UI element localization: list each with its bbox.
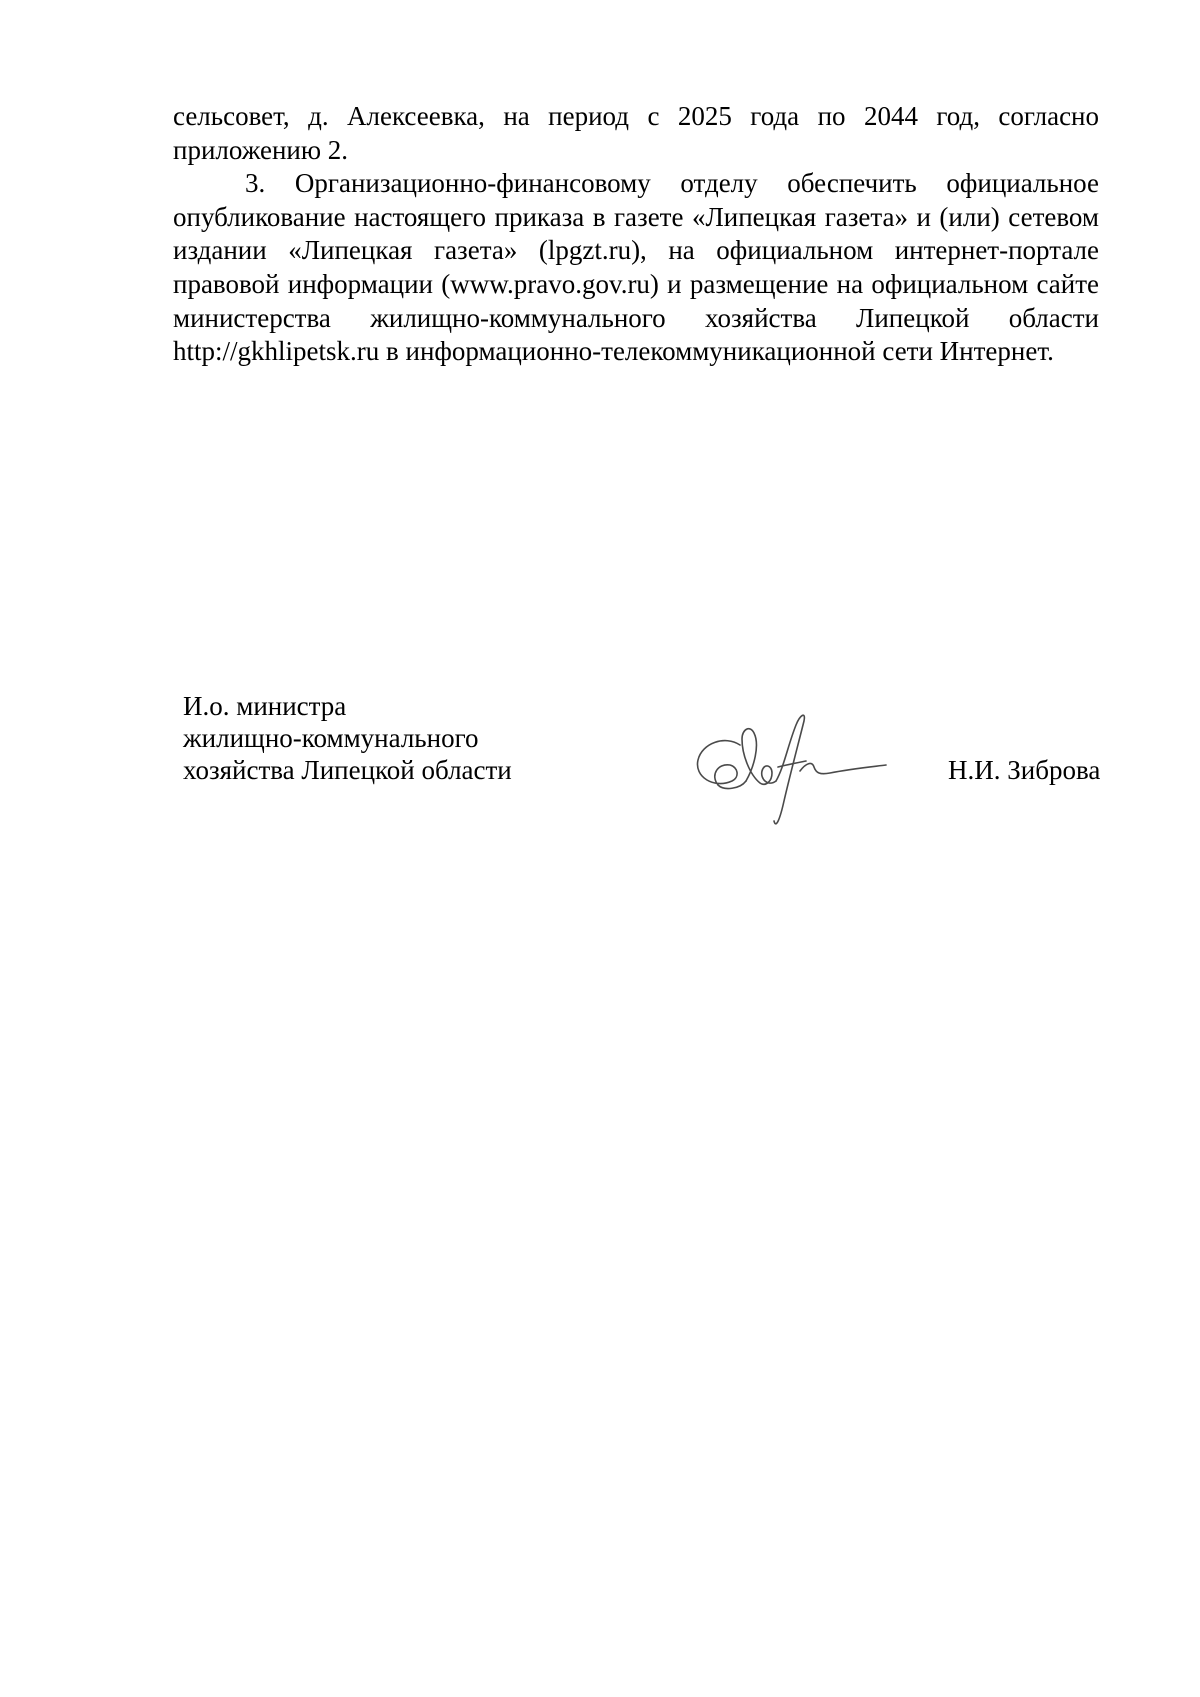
handwritten-signature	[680, 705, 890, 835]
signer-name: Н.И. Зиброва	[948, 755, 1101, 785]
signatory-position	[183, 690, 512, 786]
position-line: И.о. министра	[183, 691, 347, 721]
position-line: жилищно-коммунального	[183, 723, 479, 753]
paragraph-continuation: сельсовет, д. Алексеевка, на период с 2025 года по 2044 год, согласно приложению 2.	[173, 101, 1099, 165]
document-body	[173, 100, 1099, 369]
paragraph-item-3: 3. Организационно-финансовому отделу обеспечить официальное опубликование настоящего приказа в газете «Липецкая газета» и (или) сетевом издании «Липецкая газета» (lpgzt.ru), на официальном интернет-портале правовой информации (www.pravo.gov.ru) и размещение на официальном сайте министерства жилищно-коммунального хозяйства Липецкой области http://gkhlipetsk.ru в информационно-телекоммуникационной сети Интернет.	[173, 168, 1099, 367]
position-line: хозяйства Липецкой области	[183, 755, 512, 785]
